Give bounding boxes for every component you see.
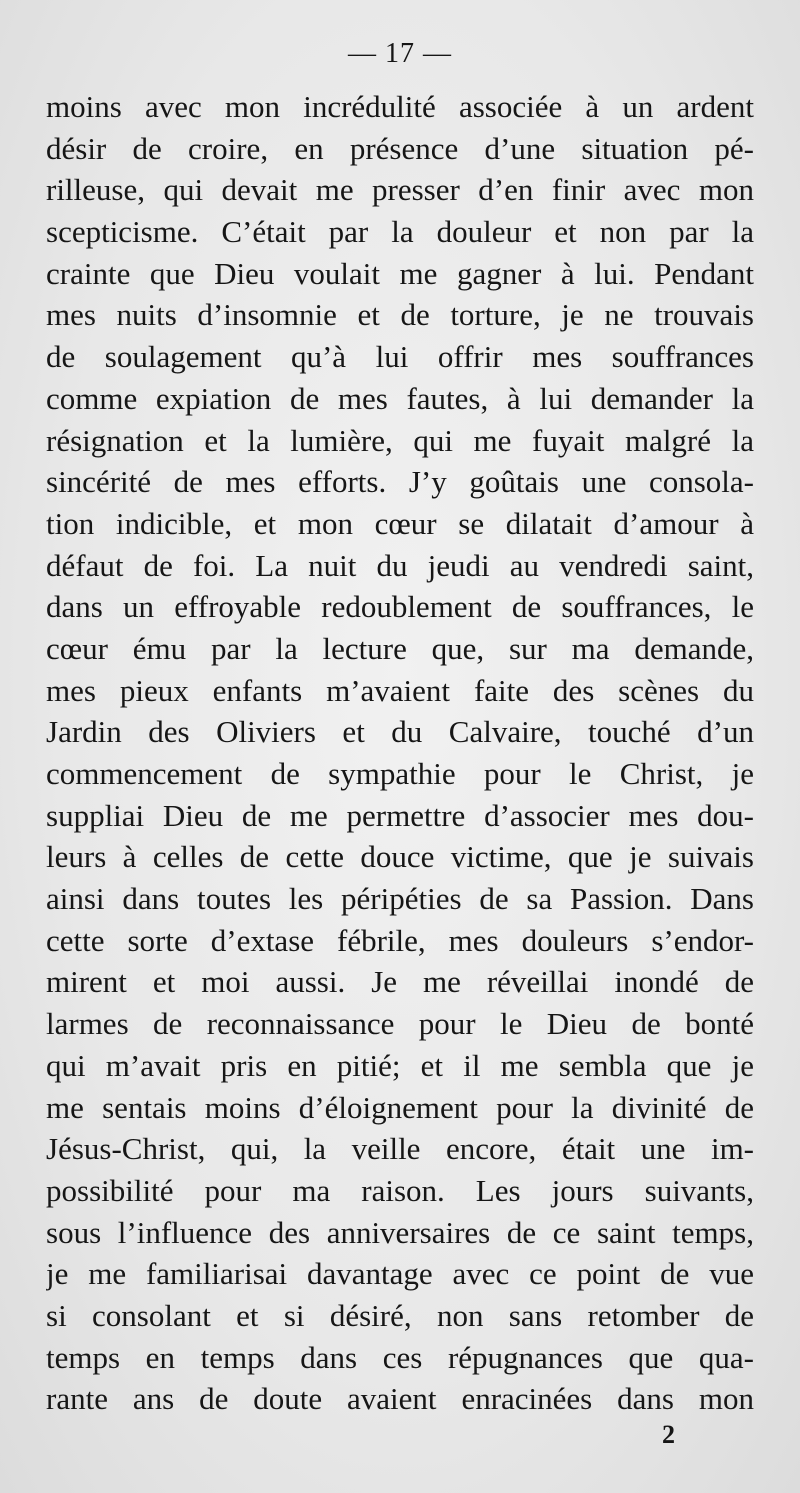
- text-line: moins avec mon incrédulité associée à un ardent: [46, 89, 754, 124]
- text-line: désir de croire, en présence d’une situation pé-: [46, 130, 754, 166]
- text-line: suppliai Dieu de me permettre d’associer mes dou-: [46, 797, 754, 833]
- text-line: larmes de reconnaissance pour le Dieu de bonté: [46, 1006, 754, 1042]
- text-line: de soulagement qu’à lui offrir mes souffrances: [46, 339, 754, 375]
- text-line: tion indicible, et mon cœur se dilatait d’amour à: [46, 505, 754, 541]
- text-line: sous l’influence des anniversaires de ce saint temps,: [46, 1214, 754, 1250]
- text-line: mirent et moi aussi. Je me réveillai inondé de: [46, 964, 754, 1000]
- text-line: possibilité pour ma raison. Les jours suivants,: [46, 1172, 754, 1208]
- text-line: me sentais moins d’éloignement pour la divinité de: [46, 1089, 754, 1125]
- text-line: crainte que Dieu voulait me gagner à lui. Pendant: [46, 255, 754, 291]
- text-line: mes nuits d’insomnie et de torture, je ne trouvais: [46, 297, 754, 333]
- page-number: — 17 —: [348, 38, 452, 69]
- text-line: dans un effroyable redoublement de souffrances, le: [46, 589, 754, 625]
- signature-mark: 2: [662, 1420, 675, 1449]
- text-line: cette sorte d’extase fébrile, mes douleurs s’endor-: [46, 922, 754, 958]
- text-line: résignation et la lumière, qui me fuyait malgré la: [46, 422, 754, 458]
- text-line: cœur ému par la lecture que, sur ma demande,: [46, 630, 754, 666]
- text-line: rilleuse, qui devait me presser d’en finir avec mon: [46, 172, 754, 208]
- text-line: je me familiarisai davantage avec ce point de vue: [46, 1256, 754, 1292]
- text-line: ainsi dans toutes les péripéties de sa Passion. Dans: [46, 881, 754, 917]
- text-line: comme expiation de mes fautes, à lui demander la: [46, 380, 754, 416]
- text-line: mes pieux enfants m’avaient faite des scènes du: [46, 672, 754, 708]
- text-line: rante ans de doute avaient enracinées dans mon: [46, 1381, 754, 1417]
- text-line: temps en temps dans ces répugnances que qua-: [46, 1339, 754, 1375]
- text-line: leurs à celles de cette douce victime, que je suivais: [46, 839, 754, 875]
- text-line: si consolant et si désiré, non sans retomber de: [46, 1297, 754, 1333]
- text-line: Jésus-Christ, qui, la veille encore, était une im-: [46, 1131, 754, 1167]
- body-text: [46, 86, 754, 1420]
- text-line: sincérité de mes efforts. J’y goûtais une consola-: [46, 464, 754, 500]
- text-line: défaut de foi. La nuit du jeudi au vendredi saint,: [46, 547, 754, 583]
- text-line: scepticisme. C’était par la douleur et non par la: [46, 214, 754, 250]
- text-line: qui m’avait pris en pitié; et il me sembla que je: [46, 1047, 754, 1083]
- text-line: commencement de sympathie pour le Christ, je: [46, 756, 754, 791]
- text-line: Jardin des Oliviers et du Calvaire, touché d’un: [46, 714, 754, 750]
